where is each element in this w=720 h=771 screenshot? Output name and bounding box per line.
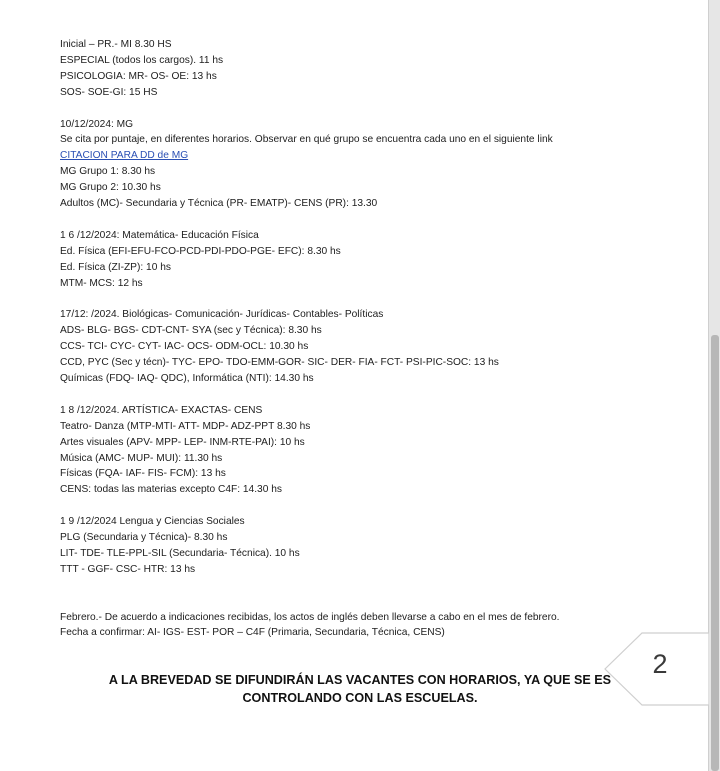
text-line: CCD, PYC (Sec y técn)- TYC- EPO- TDO-EMM-GOR- SIC- DER- FIA- FCT- PSI-PIC-SOC: 13 hs — [60, 357, 499, 369]
notice-line-1: A LA BREVEDAD SE DIFUNDIRÁN LAS VACANTES CON HORARIOS, YA QUE SE ES — [108, 673, 612, 687]
text-line: Ed. Física (ZI-ZP): 10 hs — [60, 261, 171, 273]
text-line: Adultos (MC)- Secundaria y Técnica (PR- EMATP)- CENS (PR): 13.30 — [60, 198, 378, 210]
paragraph-gap — [60, 578, 660, 594]
scrollbar-thumb[interactable] — [711, 335, 719, 771]
text-line: Música (AMC- MUP- MUI): 11.30 hs — [60, 452, 223, 464]
text-line: 1 8 /12/2024. ARTÍSTICA- EXACTAS- CENS — [60, 404, 263, 416]
text-line: Fecha a confirmar: AI- IGS- EST- POR – C4F (Primaria, Secundaria, Técnica, CENS) — [60, 627, 445, 639]
text-line: TTT - GGF- CSC- HTR: 13 hs — [60, 563, 196, 575]
paragraph-gap — [60, 498, 660, 514]
notice-line-2: CONTROLANDO CON LAS ESCUELAS. — [242, 691, 478, 705]
text-line: Se cita por puntaje, en diferentes horarios. Observar en qué grupo se encuentra cada uno en el siguiente link — [60, 134, 553, 146]
page-number: 2 — [652, 649, 668, 679]
text-line: 1 6 /12/2024: Matemática- Educación Física — [60, 229, 259, 241]
text-line: Físicas (FQA- IAF- FIS- FCM): 13 hs — [60, 468, 226, 480]
paragraph-gap — [60, 387, 660, 403]
text-line: CCS- TCI- CYC- CYT- IAC- OCS- ODM-OCL: 10.30 hs — [60, 341, 309, 353]
paragraph-gap — [60, 212, 660, 228]
text-line: PSICOLOGIA: MR- OS- OE: 13 hs — [60, 70, 217, 82]
text-line: Inicial – PR.- MI 8.30 HS — [60, 39, 172, 50]
text-line: SOS- SOE-GI: 15 HS — [60, 86, 158, 98]
paragraph-gap — [60, 101, 660, 117]
text-line: MG Grupo 2: 10.30 hs — [60, 182, 161, 194]
text-line: Teatro- Danza (MTP-MTI- ATT- MDP- ADZ-PPT 8.30 hs — [60, 420, 311, 432]
paragraph-gap — [60, 291, 660, 307]
document-body — [60, 37, 660, 641]
text-line: CENS: todas las materias excepto C4F: 14.30 hs — [60, 484, 282, 496]
text-line: ESPECIAL (todos los cargos). 11 hs — [60, 54, 224, 66]
link-line — [60, 148, 660, 164]
text-line: Febrero.- De acuerdo a indicaciones recibidas, los actos de inglés deben llevarse a cabo en el mes de febrero. — [60, 611, 560, 623]
text-line: LIT- TDE- TLE-PPL-SIL (Secundaria- Técnica). 10 hs — [60, 547, 300, 559]
vacancies-notice — [60, 671, 660, 707]
text-line: PLG (Secundaria y Técnica)- 8.30 hs — [60, 532, 228, 544]
paragraph-gap — [60, 594, 660, 610]
text-line: Ed. Física (EFI-EFU-FCO-PCD-PDI-PDO-PGE- EFC): 8.30 hs — [60, 245, 341, 257]
text-line: Químicas (FDQ- IAQ- QDC), Informática (NTI): 14.30 hs — [60, 372, 314, 384]
citation-link[interactable]: CITACION PARA DD de MG — [60, 150, 189, 162]
text-line: 10/12/2024: MG — [60, 118, 134, 130]
text-line: MG Grupo 1: 8.30 hs — [60, 166, 156, 178]
text-line: 1 9 /12/2024 Lengua y Ciencias Sociales — [60, 516, 245, 528]
text-line: 17/12: /2024. Biológicas- Comunicación- Jurídicas- Contables- Políticas — [60, 309, 384, 321]
text-line: MTM- MCS: 12 hs — [60, 277, 143, 289]
text-line: Artes visuales (APV- MPP- LEP- INM-RTE-PAI): 10 hs — [60, 436, 305, 448]
text-line: ADS- BLG- BGS- CDT-CNT- SYA (sec y Técnica): 8.30 hs — [60, 325, 322, 337]
